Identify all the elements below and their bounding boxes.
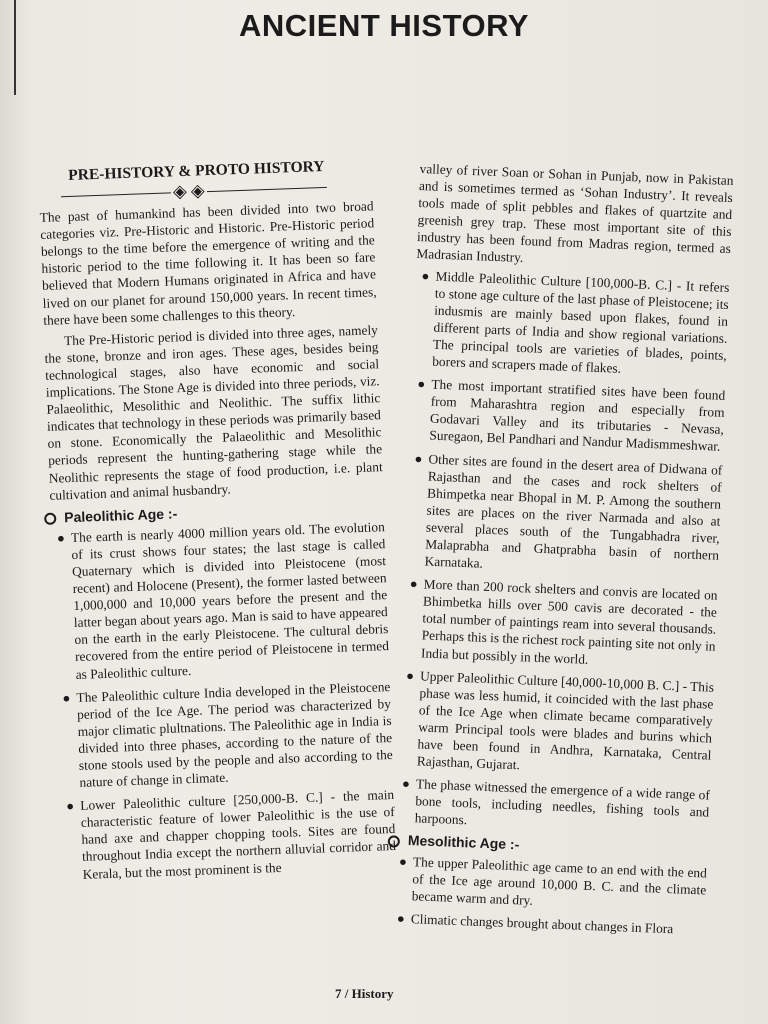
continuation-paragraph: valley of river Soan or Sohan in Punjab, now in Pakistan and is sometimes termed as ‘Sohan Industry’. It reveals tools made of split pebbles and flakes of quartzite and greenish grey trap. These most important site of this industry has been found from Madras region, termed as Madrasian Industry. (416, 160, 734, 266)
section-title: PRE-HISTORY & PROTO HISTORY (67, 158, 325, 184)
diamond-icon: ◈ (172, 181, 188, 202)
list-item: ● The Paleolithic culture India developed in the Pleistocene period of the Ice Age. The period was characterized by major climatic plultnations. The Paleolithic age in India is divided into three phases, according to the nature of the stone stools used by the people and also according to the nature of change in climate. (62, 678, 393, 791)
page-footer: 7 / History (335, 986, 394, 1001)
paleolithic-list-cont (394, 266, 729, 838)
circle-bullet-icon (388, 835, 400, 847)
list-item: ● The most important stratified sites have been found from Maharashtra region and especially from Godavari Valley and its tributaries - Nevasa, Suregaon, Bel Pandhari and Nandur Madismmeshwar. (417, 376, 726, 455)
left-column (38, 156, 397, 889)
bullet-icon: ● (56, 530, 66, 546)
paleolithic-list (51, 518, 397, 883)
bullet-icon: ● (417, 376, 426, 392)
mesolithic-heading: Mesolithic Age :- (388, 832, 708, 861)
list-item: ● The phase witnessed the emergence of a wide range of bone tools, including needles, fishing tools and harpoons. (401, 775, 711, 828)
bullet-icon: ● (409, 576, 418, 592)
list-item: ● Climatic changes brought about changes in Flora (396, 910, 674, 937)
diamond-icon: ◈ (190, 180, 205, 202)
list-item: ● Other sites are found in the desert area of Didwana of Rajasthan and the cases and rock shelters of Bhimpetka near Bhopal in M. P. Among the southern sites are places on the river Narmada and also at several places south of the Tungabhadra river, Malaprabha and Ghatprabha basin of northern Karnataka. (414, 450, 723, 571)
intro-paragraph: The past of humankind has been divided into two broad categories viz. Pre-Historic and Historic. Pre-Historic period belongs to the time before the emergence of writing and the historic period to the time following it. It has been so fare believed that Modern Humans originated in Africa and have lived on our planet for around 150,000 years. In recent times, there have been some challenges to this theory. (39, 198, 377, 328)
bullet-icon: ● (405, 667, 415, 683)
list-item: ● Middle Paleolithic Culture [100,000-B. C.] - It refers to stone age culture of the last phase of Pleistocene; its indusmis are mainly based upon flakes, found in different parts of India and show regional variations. The principal tools are varieties of blades, points, borers and scrapers made of flakes. (421, 267, 730, 376)
bullet-icon: ● (66, 798, 75, 814)
bullet-icon: ● (398, 853, 408, 869)
mesolithic-list (391, 852, 708, 938)
list-item: ● The earth is nearly 4000 million years old. The evolution of its crust shows four states; the last stage is called Quaternary which is divided into Pleistocene (most recent) and Holocene (Present), the former lasted between 1,000,000 and 10,000 years before the present and the latter began about years ago. Man is said to have appeared on the earth in the early Pleistocene. The cultural debris recovered from the entire period of Pleistocene in termed as Paleolithic culture. (56, 518, 390, 682)
list-item: ● Lower Paleolithic culture [250,000-B. C.] - the main characteristic feature of lower Paleolithic is the use of hand axe and chapper chopping tools. Sites are found throughout India except the northern alluvial corridor and Kerala, but the most prominent is the (66, 787, 397, 882)
bullet-icon: ● (421, 267, 430, 284)
page-title: ANCIENT HISTORY (239, 8, 529, 43)
bullet-icon: ● (62, 689, 71, 706)
circle-bullet-icon (44, 513, 56, 525)
bullet-icon: ● (414, 450, 423, 466)
right-column (390, 160, 733, 944)
list-item: ● The upper Paleolithic age came to an end with the end of the Ice age around 10,000 B. C. and the climate became warm and dry. (398, 853, 708, 908)
paleolithic-heading: Paleolithic Age :- (44, 498, 384, 527)
intro-paragraph: The Pre-Historic period is divided into three ages, namely the stone, bronze and iron ages. These ages, besides being technological stages, also have economic and social implications. The Stone Age is divided into three periods, viz. Palaeolithic, Mesolithic and Neolithic. The suffix lithic indicates that technology in these periods was primarily based on stone. Economically the Palaeolithic and Mesolithic periods represent the hunting-gathering stage while the Neolithic represents the stage of food production, i.e. plant cultivation and animal husbandry. (44, 321, 383, 503)
list-item: ● More than 200 rock shelters and convis are located on Bhimbetka hills over 500 cavis are decorated - the total number of paintings ream into several thousands. Perhaps this is the richest rock painting site not only in India but possibly in the world. (409, 576, 718, 667)
list-item: ● Upper Paleolithic Culture [40,000-10,000 B. C.] - This phase was less humid, it coincided with the last phase of the Ice Age when climate became comparatively warm Principal tools were blades and burins which have been found in Andhra, Karnataka, Central Rajasthan, Gujarat. (405, 667, 715, 773)
bullet-icon: ● (401, 775, 411, 792)
bullet-icon: ● (396, 910, 406, 926)
